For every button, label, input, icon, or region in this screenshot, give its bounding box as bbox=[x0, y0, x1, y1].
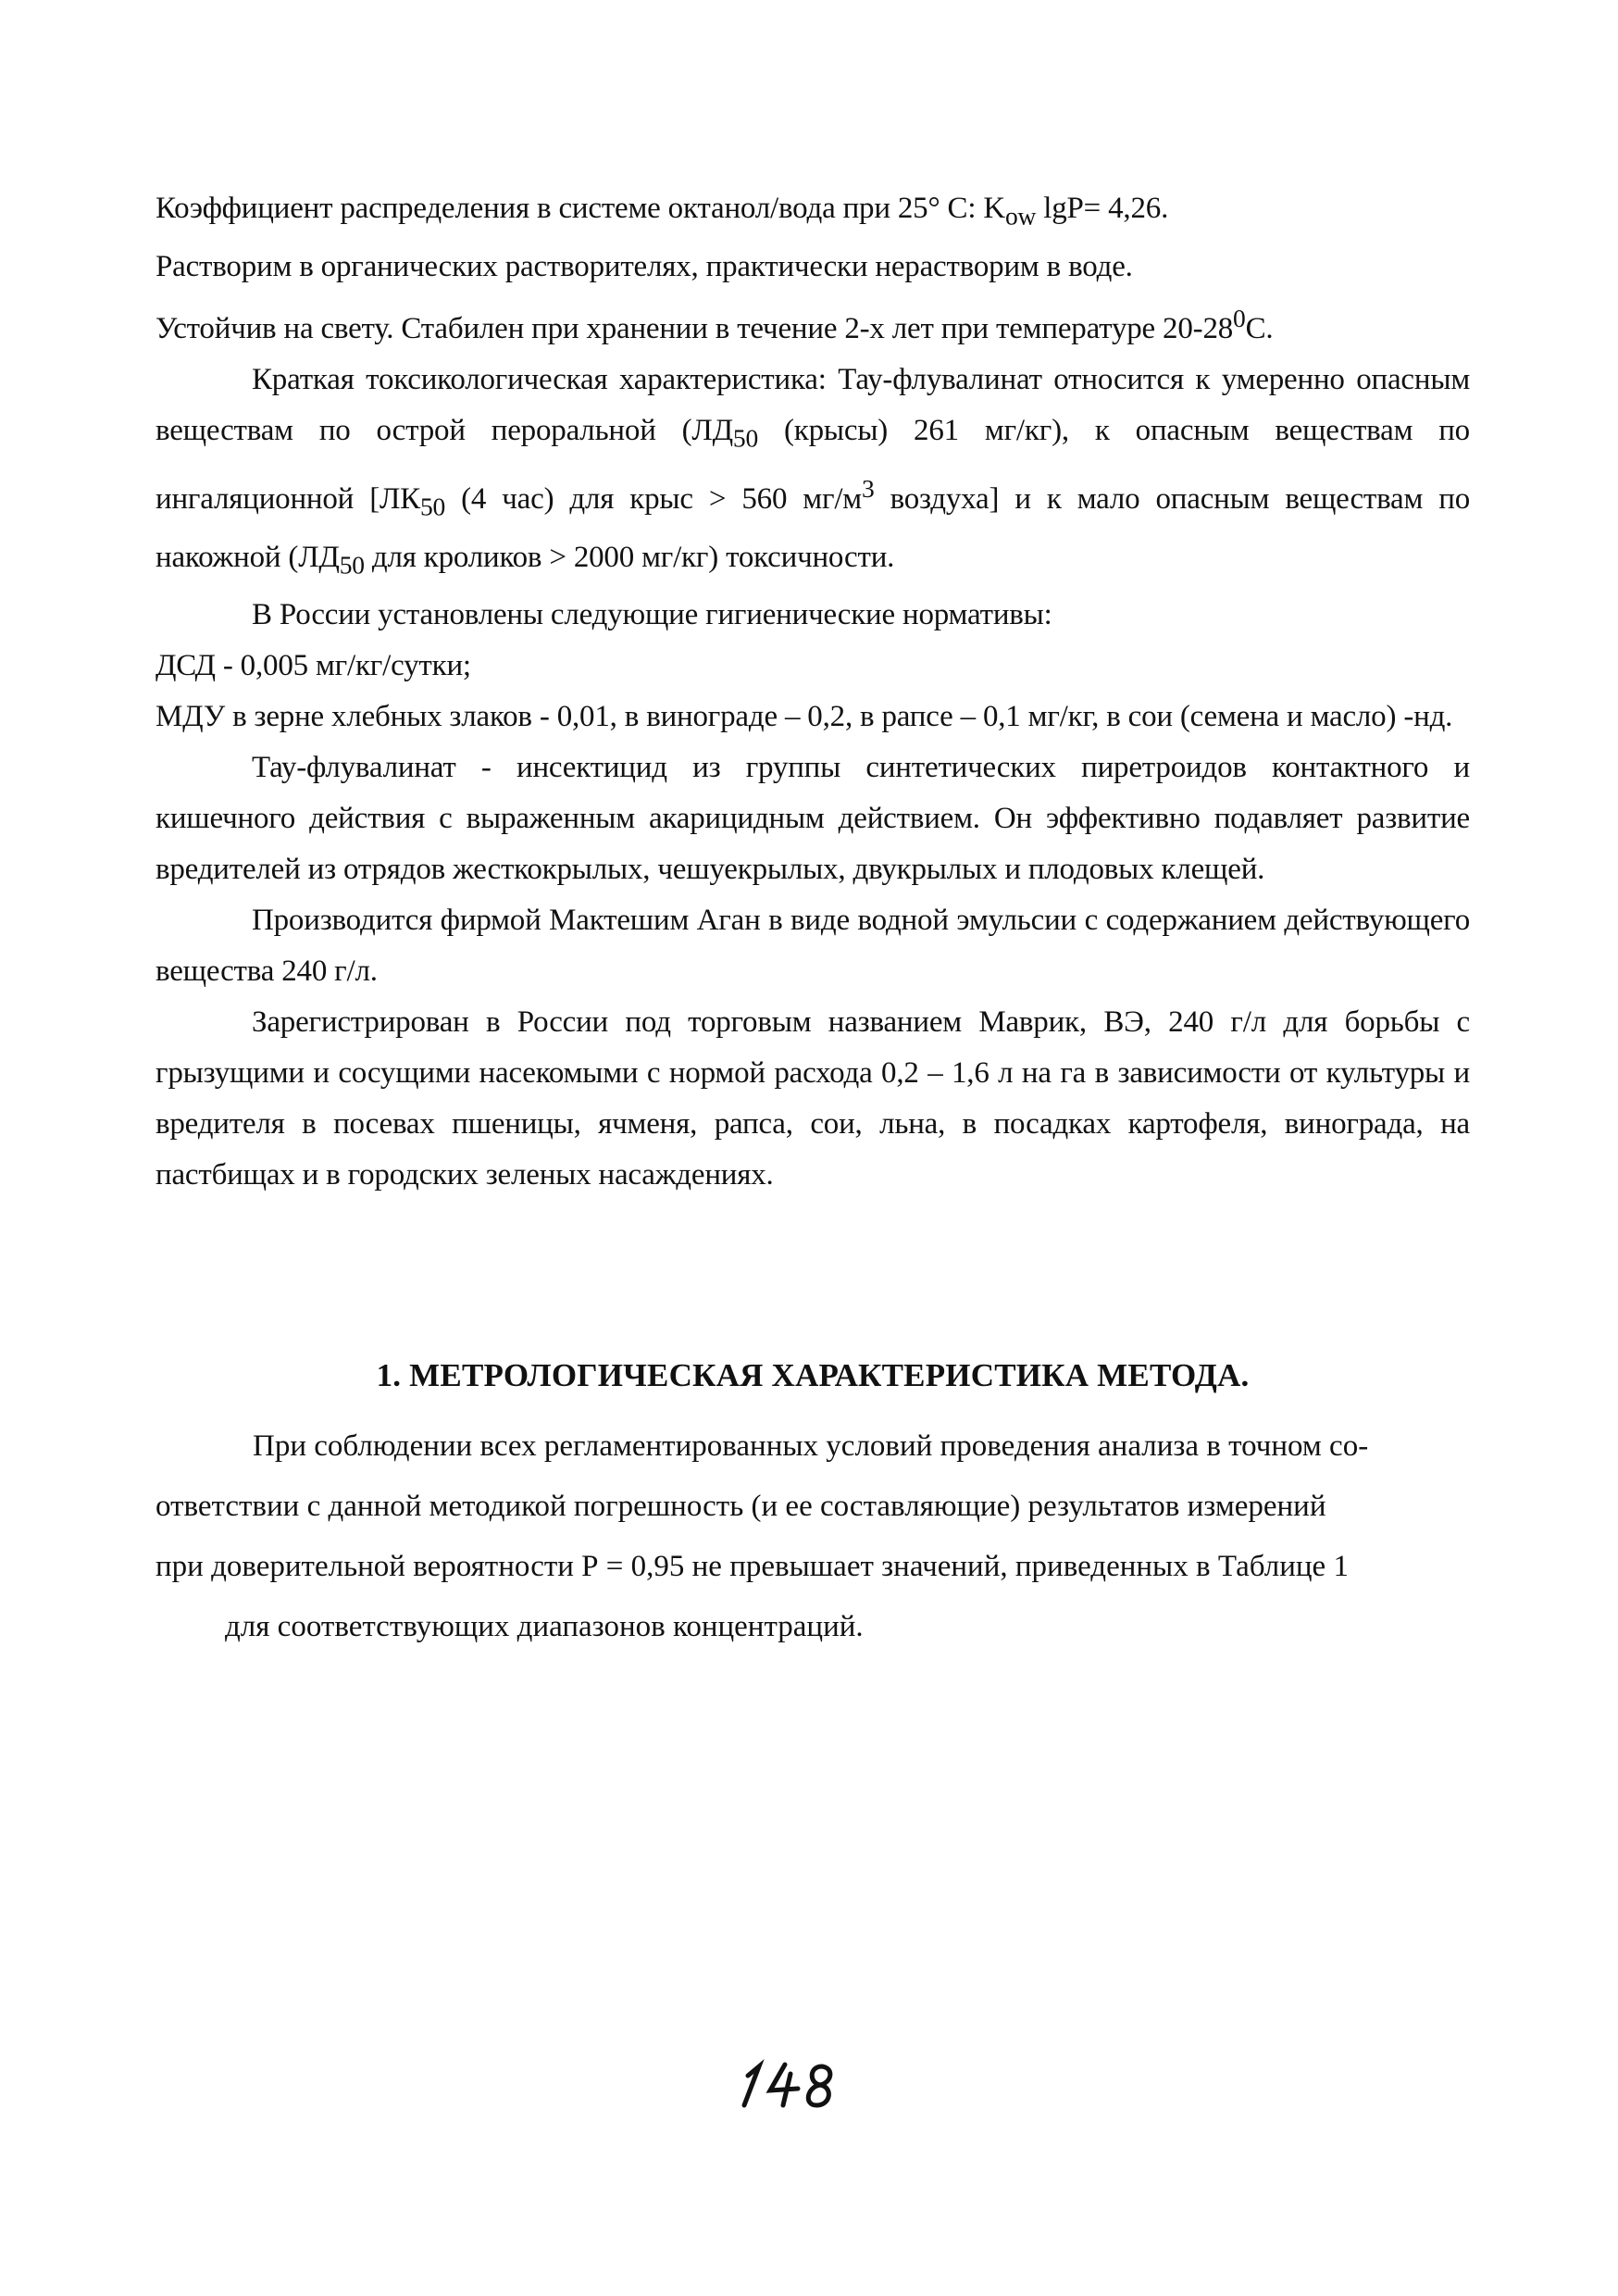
metrology-paragraph bbox=[156, 1416, 1470, 1657]
producer-paragraph: Производится фирмой Мактешим Аган в виде водной эмульсии с содержанием действующего вещества 240 г/л. bbox=[156, 904, 1470, 989]
toxicology-paragraph: Краткая токсикологическая характеристика: Тау-флувалинат относится к умеренно опасным веществам по острой пероральной ($ЛД_{50}$ (крысы) 261 мг/кг), к опасным веществам по ингаляционной [$ЛК_{50}$ (4 час) для крыс > 560 $мг/м^3$ воздуха] и к мало опасным веществам по накожной ($ЛД_{50}$ для кроликов > 2000 мг/кг) токсичности. bbox=[156, 362, 1470, 580]
handwritten-page-number bbox=[731, 2048, 861, 2113]
page-number-handwriting bbox=[731, 2048, 861, 2113]
partition-coefficient-line: Коэффициент распределения в системе октанол/вода при 25° С: $K_{ow}$ lgP= 4,26. bbox=[156, 192, 1169, 231]
metrology-line: для соответствующих диапазонов концентраций. bbox=[225, 1610, 864, 1643]
stability-line: Устойчив на свету. Стабилен при хранении в течение 2-х лет при температуре $20-28^0С$. bbox=[156, 303, 1274, 345]
solubility-line: Растворим в органических растворителях, практически нерастворим в воде. bbox=[156, 249, 1133, 283]
section-heading: 1. МЕТРОЛОГИЧЕСКАЯ ХАРАКТЕРИСТИКА МЕТОДА. bbox=[376, 1357, 1250, 1393]
insecticide-paragraph: Тау-флувалинат - инсектицид из группы синтетических пиретроидов контактного и кишечного действия с выраженным акарицидным действием. Он эффективно подавляет развитие вредителей из отрядов жесткокрылых, чешуекрылых, двукрылых и плодовых клещей. bbox=[156, 751, 1470, 887]
mdu-paragraph: МДУ в зерне хлебных злаков - 0,01, в винограде – 0,2, в рапсе – 0,1 мг/кг, в сои (семена и масло) -нд. bbox=[156, 700, 1453, 734]
registration-paragraph: Зарегистрирован в России под торговым названием Маврик, ВЭ, 240 г/л для борьбы с грызущими и сосущими насекомыми с нормой расхода 0,2 – 1,6 л на га в зависимости от культуры и вредителя в посевах пшеницы, ячменя, рапса, сои, льна, в посадках картофеля, винограда, на пастбищах и в городских зеленых насаждениях. bbox=[156, 1005, 1470, 1192]
dsd-line: ДСД - 0,005 мг/кг/сутки; bbox=[156, 649, 471, 683]
metrology-line: При соблюдении всех регламентированных условий проведения анализа в точном со- bbox=[253, 1429, 1369, 1463]
metrology-line: при доверительной вероятности Р = 0,95 не превышает значений, приведенных в Таблице 1 bbox=[156, 1550, 1349, 1583]
document-body bbox=[156, 183, 1470, 1201]
metrology-line: ответствии с данной методикой погрешность (и ее составляющие) результатов измерений bbox=[156, 1490, 1326, 1523]
norms-intro: В России установлены следующие гигиенические нормативы: bbox=[252, 598, 1052, 632]
